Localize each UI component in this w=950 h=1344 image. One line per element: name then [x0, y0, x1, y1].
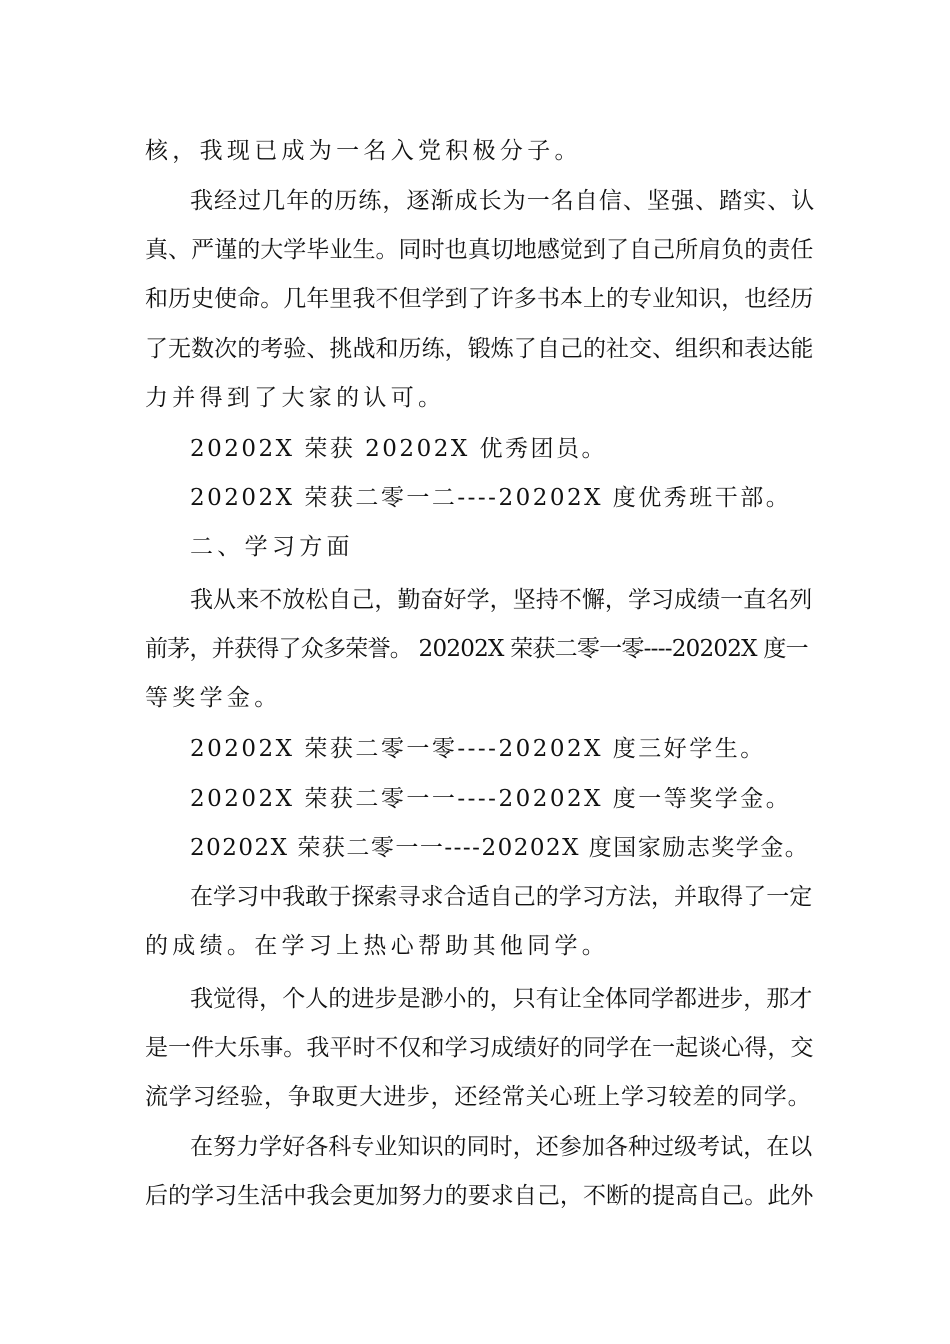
text-line: 的成绩。在学习上热心帮助其他同学。	[145, 933, 610, 959]
text-line: 流学习经验，争取更大进步，还经常关心班上学习较差的同学。	[145, 1084, 812, 1110]
text-line: 20202X 荣获二零一零----20202X 度三好学生。	[190, 736, 766, 762]
text-line: 20202X 荣获二零一一----20202X 度一等奖学金。	[190, 786, 792, 812]
text-line: 力并得到了大家的认可。	[145, 385, 446, 411]
text-line: 后的学习生活中我会更加努力的要求自己，不断的提高自己。此外	[145, 1183, 814, 1209]
text-line: 我觉得，个人的进步是渺小的，只有让全体同学都进步，那才	[190, 986, 813, 1012]
text-line: 20202X 荣获二零一一----20202X 度国家励志奖学金。	[190, 835, 810, 861]
text-line: 20202X 荣获 20202X 优秀团员。	[190, 436, 608, 462]
text-line: 我从来不放松自己，勤奋好学，坚持不懈，学习成绩一直名列	[190, 587, 813, 613]
text-line: 了无数次的考验、挑战和历练，锻炼了自己的社交、组织和表达能	[145, 336, 814, 362]
text-line: 前茅，并获得了众多荣誉。 20202X 荣获二零一零----20202X 度一	[145, 636, 808, 662]
section-heading: 二、学习方面	[190, 534, 354, 560]
text-line: 核，我现已成为一名入党积极分子。	[145, 138, 582, 164]
text-line: 我经过几年的历练，逐渐成长为一名自信、坚强、踏实、认	[190, 188, 816, 214]
text-line: 和历史使命。几年里我不但学到了许多书本上的专业知识，也经历	[145, 286, 814, 312]
text-line: 等奖学金。	[145, 685, 282, 711]
text-line: 是一件大乐事。我平时不仅和学习成绩好的同学在一起谈心得，交	[145, 1035, 814, 1061]
text-line: 真、严谨的大学毕业生。同时也真切地感觉到了自己所肩负的责任	[145, 237, 814, 263]
text-line: 20202X 荣获二零一二----20202X 度优秀班干部。	[190, 485, 792, 511]
text-line: 在学习中我敢于探索寻求合适自己的学习方法，并取得了一定	[190, 884, 813, 910]
text-line: 在努力学好各科专业知识的同时，还参加各种过级考试，在以	[190, 1134, 813, 1160]
